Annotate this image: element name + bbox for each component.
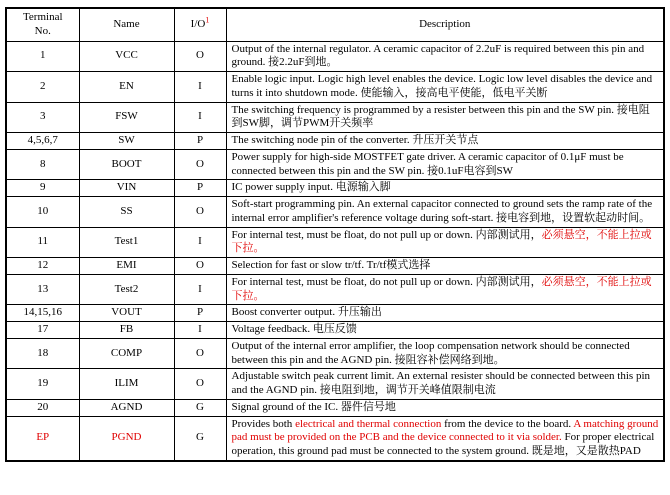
description-text: For internal test, must be float, do not pull up or down. 内部测试用， [231,275,542,288]
pin-name-cell: AGND [79,399,174,416]
table-row [6,416,664,461]
io-cell: G [174,399,226,416]
io-cell: I [174,102,226,133]
description-cell [226,197,664,228]
col-header-io-label: I/O [190,17,206,30]
table-row [6,133,664,150]
col-header-description [226,8,664,41]
description-text: Signal ground of the IC. 器件信号地 [231,400,396,413]
description-text: The switching frequency is programmed by a resister between this pin and the SW pin. 接电阻到SW脚，调节PWM开关频率 [231,103,650,130]
terminal-no-cell: 12 [6,258,79,275]
description-cell [226,133,664,150]
description-text-red: 必须悬空，不能上拉或下拉。 [231,228,652,255]
terminal-no-cell: 13 [6,274,79,305]
description-cell [226,399,664,416]
terminal-no-cell: 8 [6,149,79,180]
description-text: Adjustable switch peak current limit. An external resister should be connected between this pin and the AGND pin. 接电阻到地，调节开关峰值限制电流 [231,370,650,396]
terminal-no-cell: 18 [6,338,79,369]
pin-name-cell: ILIM [79,369,174,400]
pin-name-cell: Test1 [79,227,174,258]
io-cell: I [174,322,226,339]
pin-name-cell: FSW [79,102,174,133]
table-row [6,197,664,228]
table-row [6,149,664,180]
description-cell [226,41,664,72]
col-header-terminal-no [6,8,79,41]
description-cell [226,369,664,400]
col-header-terminal-no-label: Terminal No. [22,11,63,37]
table-row [6,72,664,103]
io-cell: I [174,227,226,258]
terminal-no-cell: 20 [6,399,79,416]
terminal-no-cell: 2 [6,72,79,103]
terminal-no-cell: 11 [6,227,79,258]
description-text: Output of the internal error amplifier, the loop compensation network should be connected between this pin and the AGND pin. 接阻容补偿网络到地。 [231,339,630,366]
table-row [6,274,664,305]
io-cell: I [174,274,226,305]
terminal-no-cell: EP [6,416,79,461]
pin-name-cell: SW [79,133,174,150]
pin-name-cell: BOOT [79,149,174,180]
header-row [6,8,664,41]
description-text-red: A matching ground pad must be provided on the PCB and the device connected to it via solder. [231,417,659,444]
io-cell: O [174,41,226,72]
table-row [6,369,664,400]
terminal-no-cell: 19 [6,369,79,400]
io-cell: O [174,338,226,369]
terminal-no-cell: 1 [6,41,79,72]
col-header-description-label: Description [419,17,471,30]
pin-name-cell: VIN [79,180,174,197]
description-text: Provides both [231,417,296,430]
table-row [6,180,664,197]
terminal-no-cell: 14,15,16 [6,305,79,322]
table-row [6,227,664,258]
description-text-red: electrical and thermal connection [295,417,442,430]
pin-name-cell: PGND [79,416,174,461]
description-text: Power supply for high-side MOSTFET gate driver. A ceramic capacitor of 0.1μF must be connected between this pin and the SW pin. 接0.1uF电容到SW [231,150,624,177]
description-text: IC power supply input. 电源输入脚 [231,181,391,194]
io-cell: O [174,149,226,180]
description-text: Soft-start programming pin. An external capacitor connected to ground sets the ramp rate of the internal error amplifier's reference voltage during soft-start. 接电容到地，设置软起动时间。 [231,198,653,224]
description-cell [226,322,664,339]
col-header-name [79,8,174,41]
description-text: Voltage feedback. 电压反馈 [231,323,357,335]
pin-function-table [5,7,665,462]
terminal-no-cell: 3 [6,102,79,133]
description-cell [226,102,664,133]
pin-name-cell: SS [79,197,174,228]
pin-name-cell: VCC [79,41,174,72]
pin-table-body [6,41,664,461]
description-cell [226,227,664,258]
description-text: For internal test, must be float, do not pull up or down. 内部测试用， [231,228,542,241]
terminal-no-cell: 4,5,6,7 [6,133,79,150]
col-header-io [174,8,226,41]
io-cell: P [174,133,226,150]
io-cell: O [174,369,226,400]
pin-name-cell: VOUT [79,305,174,322]
terminal-no-cell: 17 [6,322,79,339]
io-cell: O [174,197,226,228]
pin-name-cell: EMI [79,258,174,275]
description-text-red: 必须悬空，不能上拉或下拉。 [231,275,652,302]
io-cell: P [174,305,226,322]
pin-name-cell: Test2 [79,274,174,305]
io-footnote-superscript: 1 [205,15,210,25]
description-text: from the device to the board. [441,417,574,430]
table-row [6,322,664,339]
table-row [6,102,664,133]
table-header [6,8,664,41]
description-cell [226,305,664,322]
pin-name-cell: COMP [79,338,174,369]
io-cell: O [174,258,226,275]
description-text: The switching node pin of the converter. 升压开关节点 [231,134,479,146]
description-cell [226,338,664,369]
description-cell [226,258,664,275]
description-cell [226,180,664,197]
pin-name-cell: EN [79,72,174,103]
description-cell [226,72,664,103]
description-cell [226,149,664,180]
pin-name-cell: FB [79,322,174,339]
table-row [6,258,664,275]
description-text: Output of the internal regulator. A ceramic capacitor of 2.2uF is required between this pin and ground. 接2.2uF到地。 [231,42,645,69]
table-row [6,41,664,72]
description-text: Selection for fast or slow tr/tf. Tr/tf模式选择 [231,259,431,271]
io-cell: I [174,72,226,103]
col-header-name-label: Name [113,17,140,30]
description-text: For proper electrical operation, this ground pad must be connected to the system ground. 既是地，又是散热PAD [231,431,655,457]
description-text: Enable logic input. Logic high level enables the device. Logic low level disables the device and turns it into shutdown mode. 使能输入，接高电平使能，低电平关断 [231,73,653,99]
terminal-no-cell: 9 [6,180,79,197]
io-cell: G [174,416,226,461]
io-cell: P [174,180,226,197]
table-row [6,399,664,416]
table-row [6,305,664,322]
description-cell [226,416,664,461]
terminal-no-cell: 10 [6,197,79,228]
description-text: Boost converter output. 升压输出 [231,306,382,319]
description-cell [226,274,664,305]
table-row [6,338,664,369]
